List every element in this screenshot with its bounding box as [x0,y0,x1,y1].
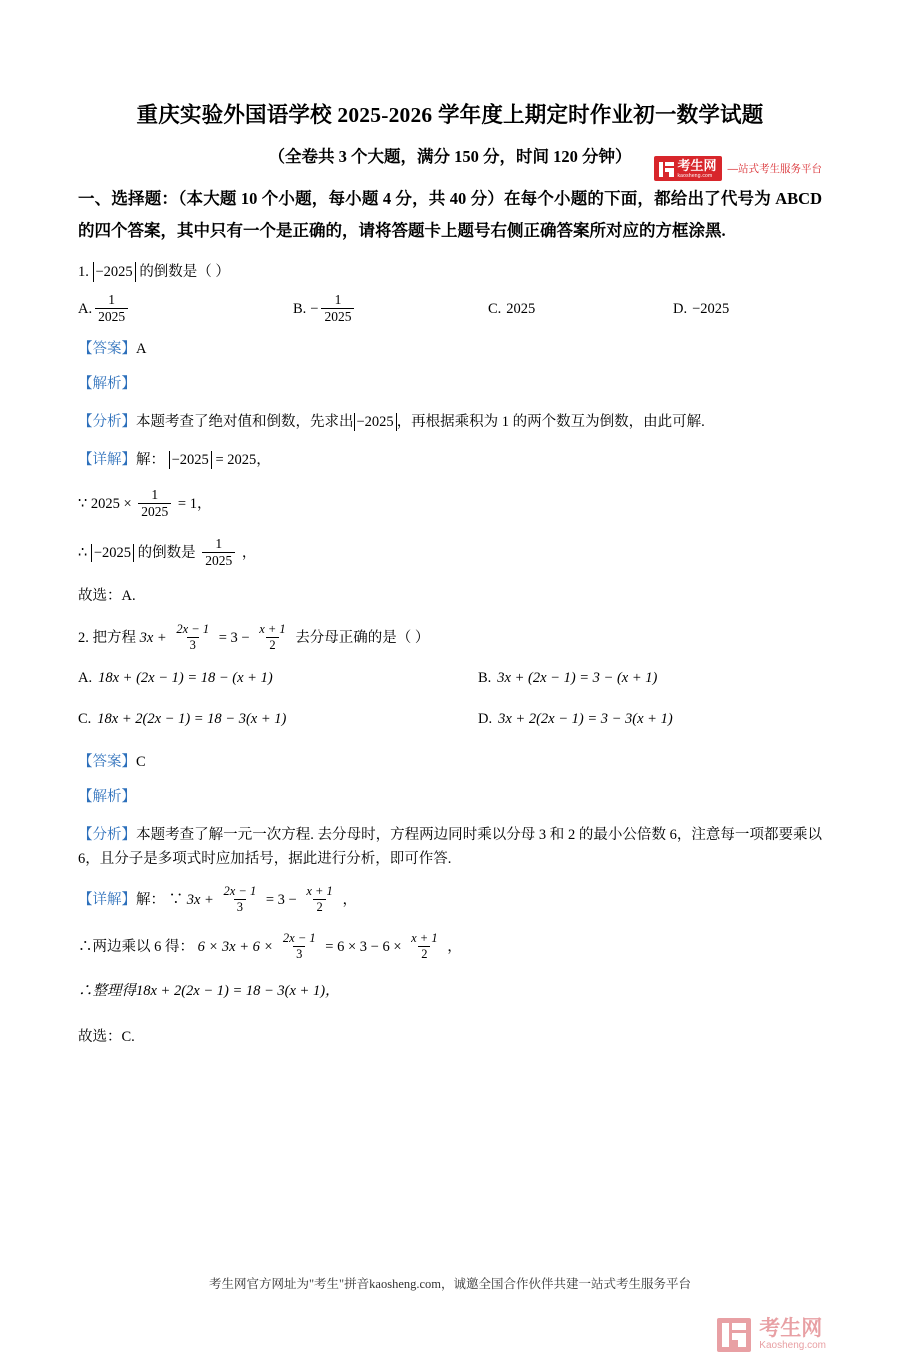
question-2-conclusion [78,1025,822,1046]
option-b-numerator: 1 [334,292,342,307]
question-1-analysis-post: ，再根据乘积为 1 的两个数互为倒数，由此可解. [396,414,705,430]
question-2-analysis-text: 本题考查了解一元一次方程. 去分母时，方程两边同时乘以分母 3 和 2 的最小公倍数 6，注意每一项都要乘以 6，且分子是多项式时应加括号，据此进行分析，即可作答. [78,827,823,867]
question-1-options [78,293,822,326]
question-1-analysis-pre: 本题考查了绝对值和倒数，先求出 [136,414,354,430]
option-b-fraction [321,292,354,325]
question-2-f2-num: x + 1 [259,622,286,636]
question-1-conclusion-value: A. [121,588,136,604]
question-2-detail1-left: 3x + [186,891,214,908]
kaosheng-logo [654,156,822,181]
solve-label: 解： [136,452,165,468]
question-2-detail2-f2-den: 2 [418,946,430,962]
question-2-stem-mid: = 3 − [218,629,250,646]
question-2-f1-num: 2x − 1 [176,622,210,636]
footer-site: kaosheng.com [369,1277,442,1291]
logo-brand-cn: 考生网 [677,158,717,173]
question-2-detail3-text: ∴整理得18x + 2(2x − 1) = 18 − 3(x + 1)， [78,983,340,999]
option-c[interactable] [488,293,673,326]
option-b[interactable] [293,293,488,326]
footer-pre: 考生网官方网址为"考生"拼音 [208,1277,370,1291]
exam-paper-page [0,98,900,1370]
footer-post: ，诚邀全国合作伙伴共建一站式考生服务平台 [441,1277,692,1291]
question-2-detail1-f2-num: x + 1 [306,884,333,898]
question-1-detail-line-1 [78,448,822,472]
page-subtitle: （全卷共 3 个大题，满分 150 分，时间 120 分钟） [268,147,632,166]
question-2-f1-den: 3 [187,637,199,653]
watermark-logo [717,1318,826,1352]
option-a[interactable] [78,293,293,326]
option-b-tag: B. [293,301,307,317]
section-heading-choice: 一、选择题：（本大题 10 个小题，每小题 4 分，共 40 分）在每个小题的下面，都给出了代号为 ABCD 的四个答案，其中只有一个是正确的，请将答题卡上题号右侧正确答案所对应的方框涂黑. [78,189,822,240]
question-1-stem-tail: 的倒数是（ ） [139,264,230,280]
option-c-text: 18x + 2(2x − 1) = 18 − 3(x + 1) [97,711,287,727]
question-2-options-row-2 [78,711,822,728]
detail-label: 【详解】 [78,891,136,908]
choose-label: 故选： [78,1029,122,1045]
question-2-detail1-fraction-2 [303,884,335,915]
question-1-detail2-pre: ∵ 2025 × [78,495,132,512]
option-d[interactable] [673,293,729,326]
logo-brand-en: kaosheng.com [677,173,713,179]
analysis-label: 【分析】 [78,414,136,430]
question-1-detail2-num: 1 [151,487,159,502]
question-2-detail2-left: 6 × 3x + 6 × [197,938,274,955]
question-1-detail-abs: −2025 [169,451,212,469]
question-2-stem-left: 3x + [139,629,167,646]
question-1-detail2-den: 2025 [138,503,171,520]
question-2-detail2-pre: ∴两边乘以 6 得： [78,938,194,955]
option-b-denominator: 2025 [321,308,354,325]
option-c[interactable] [78,711,478,728]
question-2-detail2-fraction-2 [408,931,440,962]
option-a-fraction [95,292,128,325]
option-b-text: 3x + (2x − 1) = 3 − (x + 1) [497,670,658,686]
question-2-detail-line-3 [78,979,822,1003]
choose-label: 故选： [78,588,122,604]
watermark-text [759,1318,826,1352]
question-2-detail1-f1-num: 2x − 1 [223,884,257,898]
answer-label: 【答案】 [78,754,136,770]
question-2-detail2-f1-num: 2x − 1 [282,931,316,945]
page-title: 重庆实验外国语学校 2025-2026 学年度上期定时作业初一数学试题 [136,103,764,127]
question-2-answer-value: C [136,754,146,770]
question-2-analysis [78,823,822,871]
question-2-detail1-fraction-1 [220,884,259,915]
option-a-tag: A. [78,301,93,317]
question-1-detail3-abs: −2025 [91,544,134,562]
question-2-detail-line-1 [78,885,822,916]
question-2-detail1-f1-den: 3 [234,899,246,915]
question-1-detail-eq: = 2025 [215,452,257,468]
question-1-conclusion [78,584,822,605]
question-1-detail3-num: 1 [215,536,223,551]
option-d[interactable] [478,711,673,728]
question-2-detail2-tail: ， [447,938,462,955]
option-d-tag: D. [673,301,688,317]
option-a-text: 18x + (2x − 1) = 18 − (x + 1) [98,670,273,686]
question-1-detail-line-3 [78,537,822,570]
question-1-detail2-post: = 1， [177,495,212,512]
option-a-denominator: 2025 [95,308,128,325]
question-2-detail1-mid: = 3 − [265,891,297,908]
question-2-answer [78,750,822,774]
question-2-fraction-1 [173,622,212,653]
logo-badge [654,156,721,181]
question-2-detail2-f2-num: x + 1 [411,931,438,945]
question-2-detail-line-2 [78,932,822,963]
option-b-tag: B. [478,670,492,686]
question-2-detail2-mid: = 6 × 3 − 6 × [325,938,402,955]
detail-label: 【详解】 [78,452,136,468]
question-1-detail-tail: ， [256,452,271,468]
question-1-analysis [78,410,822,434]
option-a[interactable] [78,670,478,687]
page-footer [0,1274,900,1292]
option-d-text: −2025 [692,301,730,317]
question-1-analysis-abs: −2025 [354,413,397,431]
option-b[interactable] [478,670,657,687]
question-1-detail3-den: 2025 [202,552,235,569]
question-2-explain-label [78,785,822,809]
option-c-tag: C. [488,301,502,317]
logo-tagline: —站式考生服务平台 [727,163,822,175]
watermark-letter-k-icon [717,1318,751,1352]
option-d-tag: D. [478,711,493,727]
letter-k-icon [659,162,674,177]
question-2-stem [78,623,822,654]
question-2-f2-den: 2 [266,637,278,653]
watermark-brand-cn: 考生网 [759,1317,823,1340]
question-1-answer [78,337,822,361]
question-2-detail2-f1-den: 3 [293,946,305,962]
question-1-detail2-fraction [138,487,171,520]
question-2-detail1-tail: ， [342,891,357,908]
question-1-answer-value: A [136,341,147,357]
option-a-tag: A. [78,670,93,686]
question-1-number: 1. [78,264,89,280]
question-1-detail3-mid: 的倒数是 [137,544,196,561]
answer-label: 【答案】 [78,341,136,357]
question-2-options-row-1 [78,670,822,687]
question-2-detail2-fraction-1 [280,931,319,962]
analysis-label: 【分析】 [78,827,137,843]
option-d-text: 3x + 2(2x − 1) = 3 − 3(x + 1) [498,711,673,727]
question-2-detail1-f2-den: 2 [313,899,325,915]
explain-label: 【解析】 [78,789,136,805]
question-2-stem-tail: 去分母正确的是（ ） [295,629,430,646]
question-1-detail3-fraction [202,536,235,569]
question-1-detail-line-2 [78,488,822,521]
question-2-stem-pre: 把方程 [92,629,136,646]
question-2-fraction-2 [256,622,288,653]
logo-text [677,159,716,179]
solve-label: 解： [136,891,165,908]
question-1-detail3-pre: ∴ [78,544,88,561]
question-1-stem [78,261,822,283]
option-b-sign: − [310,301,319,317]
question-2-conclusion-value: C. [121,1029,135,1045]
question-1-detail3-post: ， [241,544,257,561]
option-c-tag: C. [78,711,92,727]
question-2-detail1-pre: ∵ [168,891,184,908]
question-2-number: 2. [78,629,89,646]
question-1-abs: −2025 [93,262,136,282]
option-c-text: 2025 [506,301,536,317]
explain-label: 【解析】 [78,376,136,392]
watermark-brand-en: Kaosheng.com [759,1340,826,1351]
option-a-numerator: 1 [108,292,115,307]
question-1-explain-label [78,372,822,396]
